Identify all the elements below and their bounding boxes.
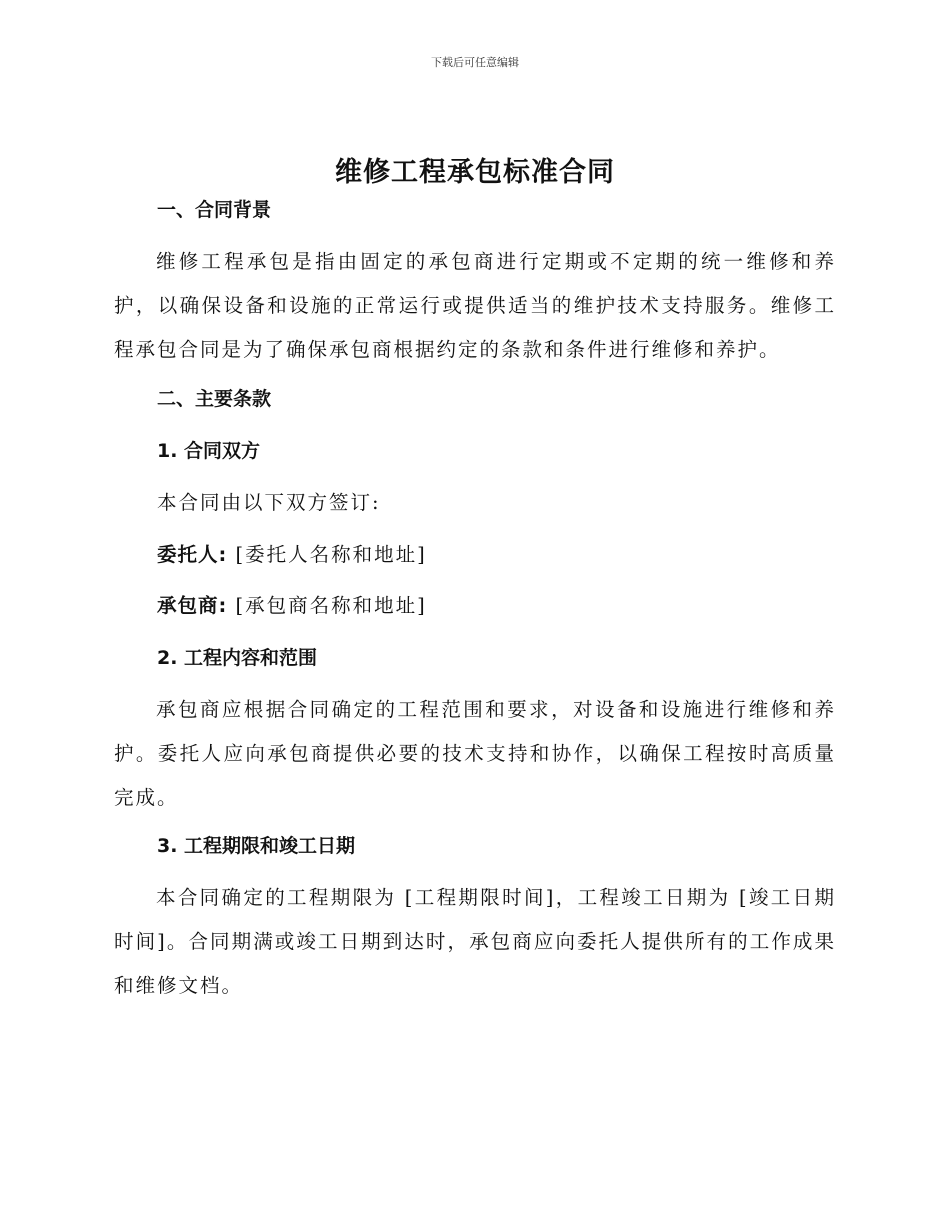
client-label: 委托人:: [157, 543, 228, 566]
client-line: [157, 543, 879, 567]
background-paragraph: 维修工程承包是指由固定的承包商进行定期或不定期的统一维修和养护，以确保设备和设施的正常运行或提供适当的维护技术支持服务。维修工程承包合同是为了确保承包商根据约定的条款和条件进行维修和养护。: [114, 250, 836, 361]
contractor-value: [承包商名称和地址]: [235, 594, 427, 617]
document-title: 维修工程承包标准合同: [335, 157, 615, 188]
parties-intro: 本合同由以下双方签订:: [157, 491, 381, 514]
contractor-line: [157, 594, 879, 618]
item-heading-scope: 2. 工程内容和范围: [157, 647, 318, 669]
item-heading-duration: 3. 工程期限和竣工日期: [157, 835, 356, 857]
section-heading-main-terms: 二、主要条款: [157, 388, 272, 410]
item-heading-parties: 1. 合同双方: [157, 440, 261, 462]
contractor-label: 承包商:: [157, 594, 228, 617]
section-heading-background: 一、合同背景: [157, 199, 272, 221]
client-value: [委托人名称和地址]: [235, 543, 427, 566]
page-header-note: 下载后可任意编辑: [431, 56, 519, 69]
scope-paragraph: 承包商应根据合同确定的工程范围和要求，对设备和设施进行维修和养护。委托人应向承包商提供必要的技术支持和协作，以确保工程按时高质量完成。: [114, 698, 836, 809]
duration-paragraph: 本合同确定的工程期限为 [工程期限时间]，工程竣工日期为 [竣工日期时间]。合同期满或竣工日期到达时，承包商应向委托人提供所有的工作成果和维修文档。: [114, 886, 836, 997]
